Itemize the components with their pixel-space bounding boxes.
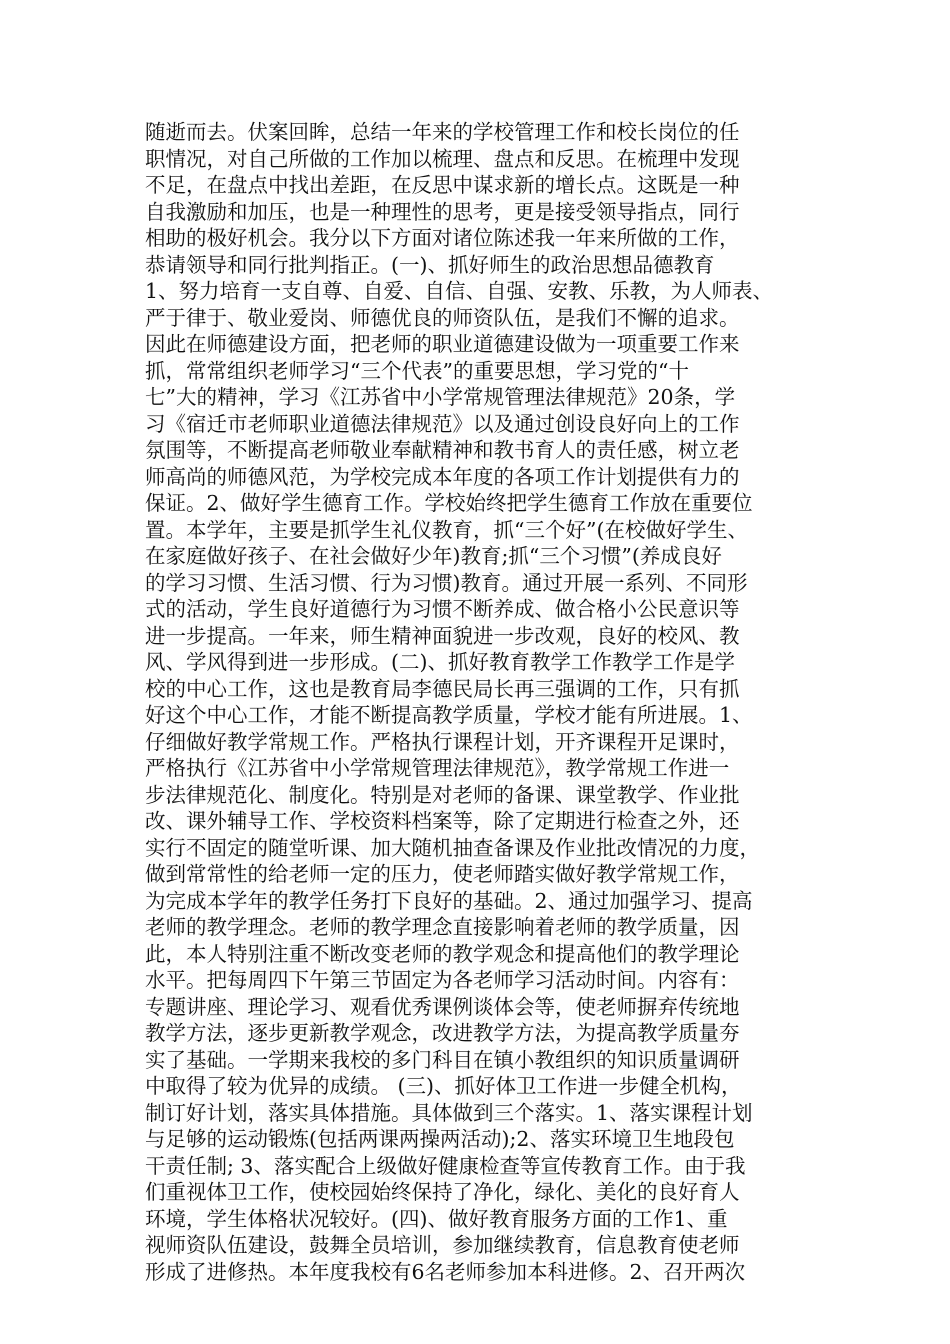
text-line: 不足，在盘点中找出差距，在反思中谋求新的增长点。这既是一种 bbox=[145, 173, 740, 197]
text-line: 恭请领导和同行批判指正。(一)、抓好师生的政治思想品德教育 bbox=[145, 252, 715, 277]
text-line: 形成了进修热。本年度我校有6名老师参加本科进修。2、召开两次 bbox=[145, 1259, 746, 1284]
text-line: 进一步提高。一年来，师生精神面貌进一步改观，良好的校风、教 bbox=[145, 623, 740, 648]
text-line: 环境，学生体格状况较好。(四)、做好教育服务方面的工作1、重 bbox=[145, 1206, 728, 1231]
text-line: 实行不固定的随堂听课、加大随机抽查备课及作业批改情况的力度， bbox=[145, 835, 760, 860]
text-line: 制订好计划，落实具体措施。具体做到三个落实。1、落实课程计划 bbox=[145, 1100, 753, 1125]
text-line: 老师的教学理念。老师的教学理念直接影响着老师的教学质量，因 bbox=[145, 915, 740, 939]
text-line: 师高尚的师德风范，为学校完成本年度的各项工作计划提供有力的 bbox=[145, 464, 740, 489]
text-line: 保证。2、做好学生德育工作。学校始终把学生德育工作放在重要位 bbox=[145, 491, 753, 515]
text-line: 们重视体卫工作，使校园始终保持了净化，绿化、美化的良好育人 bbox=[145, 1180, 740, 1204]
text-line: 教学方法，逐步更新教学观念，改进教学方法，为提高教学质量夯 bbox=[145, 1021, 740, 1045]
text-line: 步法律规范化、制度化。特别是对老师的备课、课堂教学、作业批 bbox=[145, 782, 740, 807]
text-line: 抓，常常组织老师学习“三个代表”的重要思想，学习党的“十 bbox=[145, 358, 689, 383]
text-line: 相助的极好机会。我分以下方面对诸位陈述我一年来所做的工作， bbox=[145, 226, 740, 250]
text-line: 仔细做好教学常规工作。严格执行课程计划，开齐课程开足课时， bbox=[145, 729, 740, 754]
text-line: 风、学风得到进一步形成。(二)、抓好教育教学工作教学工作是学 bbox=[145, 650, 735, 674]
text-line: 职情况，对自己所做的工作加以梳理、盘点和反思。在梳理中发现 bbox=[145, 146, 740, 171]
text-line: 在家庭做好孩子、在社会做好少年)教育;抓“三个习惯”(养成良好 bbox=[145, 544, 722, 568]
text-line: 干责任制; 3、落实配合上级做好健康检查等宣传教育工作。由于我 bbox=[145, 1153, 746, 1178]
text-line: 习《宿迁市老师职业道德法律规范》以及通过创设良好向上的工作 bbox=[145, 411, 740, 436]
text-line: 1、努力培育一支自尊、自爱、自信、自强、安教、乐教，为人师表、 bbox=[145, 279, 774, 303]
text-line: 式的活动，学生良好道德行为习惯不断养成、做合格小公民意识等 bbox=[145, 597, 740, 621]
text-line: 的学习习惯、生活习惯、行为习惯)教育。通过开展一系列、不同形 bbox=[145, 570, 748, 595]
text-line: 严格执行《江苏省中小学常规管理法律规范》，教学常规工作进一 bbox=[145, 756, 730, 780]
document-body bbox=[145, 119, 815, 1285]
text-line: 七”大的精神，学习《江苏省中小学常规管理法律规范》20条，学 bbox=[145, 385, 736, 409]
text-line: 置。本学年，主要是抓学生礼仪教育，抓“三个好”(在校做好学生、 bbox=[145, 517, 748, 542]
text-line: 氛围等，不断提高老师敬业奉献精神和教书育人的责任感，树立老 bbox=[145, 438, 740, 462]
text-line: 校的中心工作，这也是教育局李德民局长再三强调的工作，只有抓 bbox=[145, 676, 740, 701]
text-line: 专题讲座、理论学习、观看优秀课例谈体会等，使老师摒弃传统地 bbox=[145, 994, 740, 1019]
text-line: 与足够的运动锻炼(包括两课两操两活动);2、落实环境卫生地段包 bbox=[145, 1127, 735, 1151]
text-line: 做到常常性的给老师一定的压力，使老师踏实做好教学常规工作， bbox=[145, 862, 740, 886]
text-line: 改、课外辅导工作、学校资料档案等，除了定期进行检查之外，还 bbox=[145, 809, 740, 833]
text-line: 此，本人特别注重不断改变老师的教学观念和提高他们的教学理论 bbox=[145, 941, 740, 966]
text-line: 水平。把每周四下午第三节固定为各老师学习活动时间。内容有： bbox=[145, 968, 740, 992]
text-line: 实了基础。一学期来我校的多门科目在镇小教组织的知识质量调研 bbox=[145, 1047, 740, 1072]
text-line: 好这个中心工作，才能不断提高教学质量，学校才能有所进展。1、 bbox=[145, 703, 753, 727]
text-line: 自我激励和加压，也是一种理性的思考，更是接受领导指点，同行 bbox=[145, 199, 740, 224]
text-line: 因此在师德建设方面，把老师的职业道德建设做为一项重要工作来 bbox=[145, 332, 740, 356]
text-line: 视师资队伍建设，鼓舞全员培训，参加继续教育，信息教育使老师 bbox=[145, 1233, 740, 1257]
text-line: 中取得了较为优异的成绩。 (三)、抓好体卫工作进一步健全机构， bbox=[145, 1074, 742, 1098]
text-line: 严于律于、敬业爱岗、师德优良的师资队伍，是我们不懈的追求。 bbox=[145, 305, 740, 330]
text-line: 随逝而去。伏案回眸，总结一年来的学校管理工作和校长岗位的任 bbox=[145, 120, 740, 144]
text-line: 为完成本学年的教学任务打下良好的基础。2、通过加强学习、提高 bbox=[145, 888, 753, 913]
